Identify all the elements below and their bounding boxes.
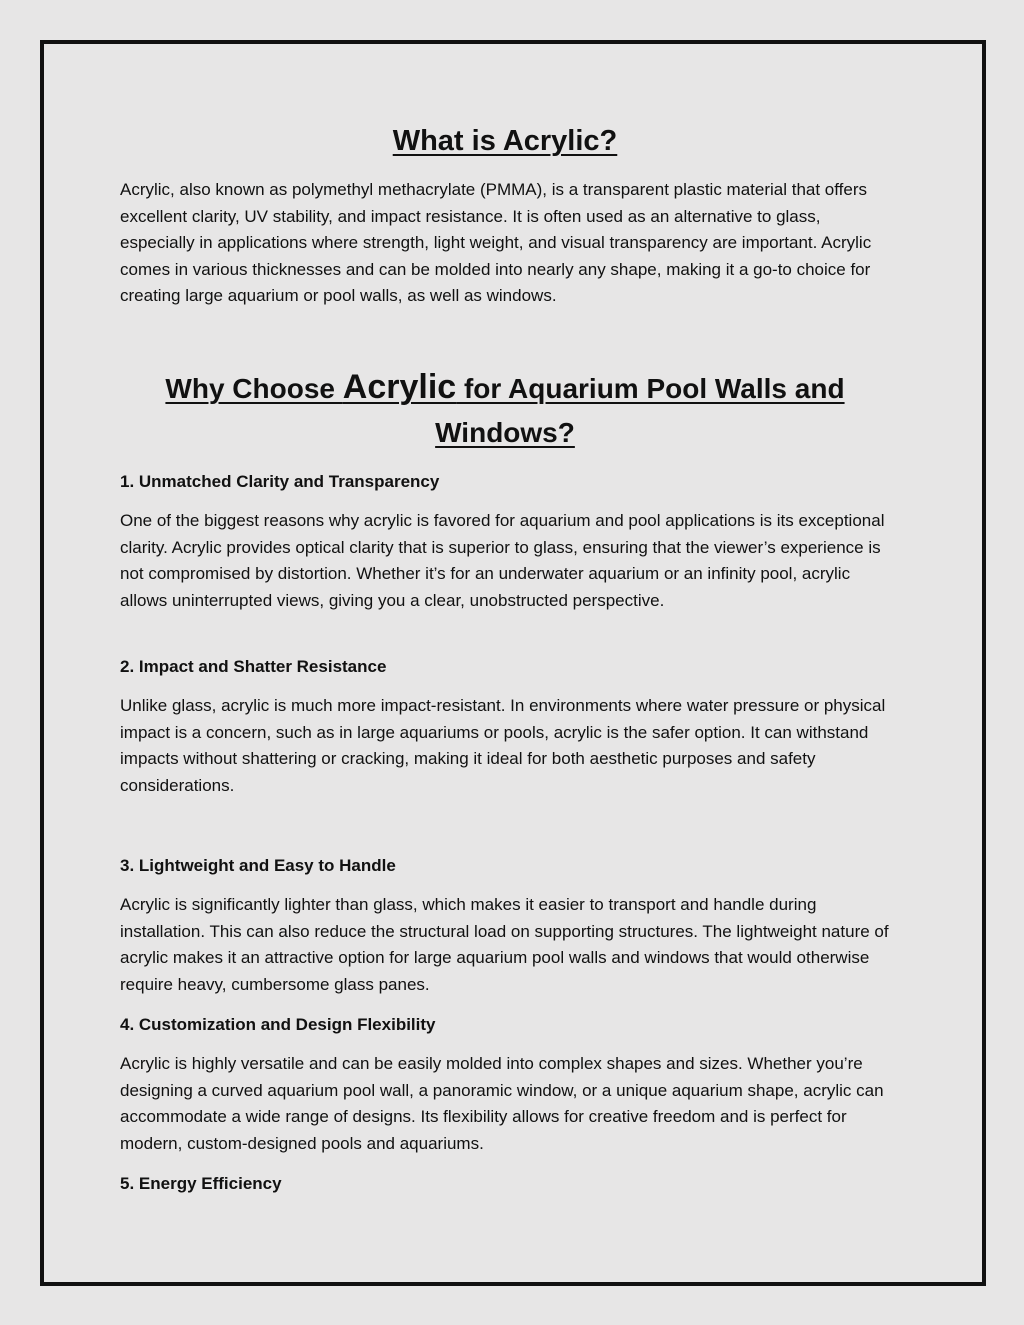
title-part-before: Why Choose [165,373,343,404]
point-body-clarity: One of the biggest reasons why acrylic is favored for aquarium and pool applications is its exceptional clarity. Acrylic provides optical clarity that is superior to glass, ensuring that the viewer’s experience is not compromised by distortion. Whether it’s for an underwater aquarium or an infinity pool, acrylic allows uninterrupted views, giving you a clear, unobstructed perspective. [120,511,885,610]
point-body-lightweight: Acrylic is significantly lighter than glass, which makes it easier to transport and handle during installation. This can also reduce the structural load on supporting structures. The lightweight nature of acrylic makes it an attractive option for large aquarium pool walls and windows that would otherwise require heavy, cumbersome glass panes. [120,895,889,994]
title-highlight-word: Acrylic [342,368,457,406]
point-heading-clarity: 1. Unmatched Clarity and Transparency [120,472,440,491]
point-body-impact: Unlike glass, acrylic is much more impact-resistant. In environments where water pressure or physical impact is a concern, such as in large aquariums or pools, acrylic is the safer option. It can withstand impacts without shattering or cracking, making it ideal for both aesthetic purposes and safety considerations. [120,696,886,795]
section-title-what-is-acrylic: What is Acrylic? [392,125,618,157]
point-heading-energy: 5. Energy Efficiency [120,1174,282,1193]
point-heading-lightweight: 3. Lightweight and Easy to Handle [120,856,396,875]
point-heading-customization: 4. Customization and Design Flexibility [120,1015,436,1034]
intro-paragraph: Acrylic, also known as polymethyl methacrylate (PMMA), is a transparent plastic material that offers excellent clarity, UV stability, and impact resistance. It is often used as an alternative to glass, especially in applications where strength, light weight, and visual transparency are important. Acrylic comes in various thicknesses and can be molded into nearly any shape, making it a go-to choice for creating large aquarium or pool walls, as well as windows. [120,180,872,305]
section-title-why-choose-acrylic [120,365,890,455]
point-heading-impact: 2. Impact and Shatter Resistance [120,657,387,676]
point-body-customization: Acrylic is highly versatile and can be easily molded into complex shapes and sizes. Whether you’re designing a curved aquarium pool wall, a panoramic window, or a unique aquarium shape, acrylic can accommodate a wide range of designs. Its flexibility allows for creative freedom and is perfect for modern, custom-designed pools and aquariums. [120,1054,884,1153]
title-part-after: for Aquarium Pool Walls and Windows? [435,373,845,448]
